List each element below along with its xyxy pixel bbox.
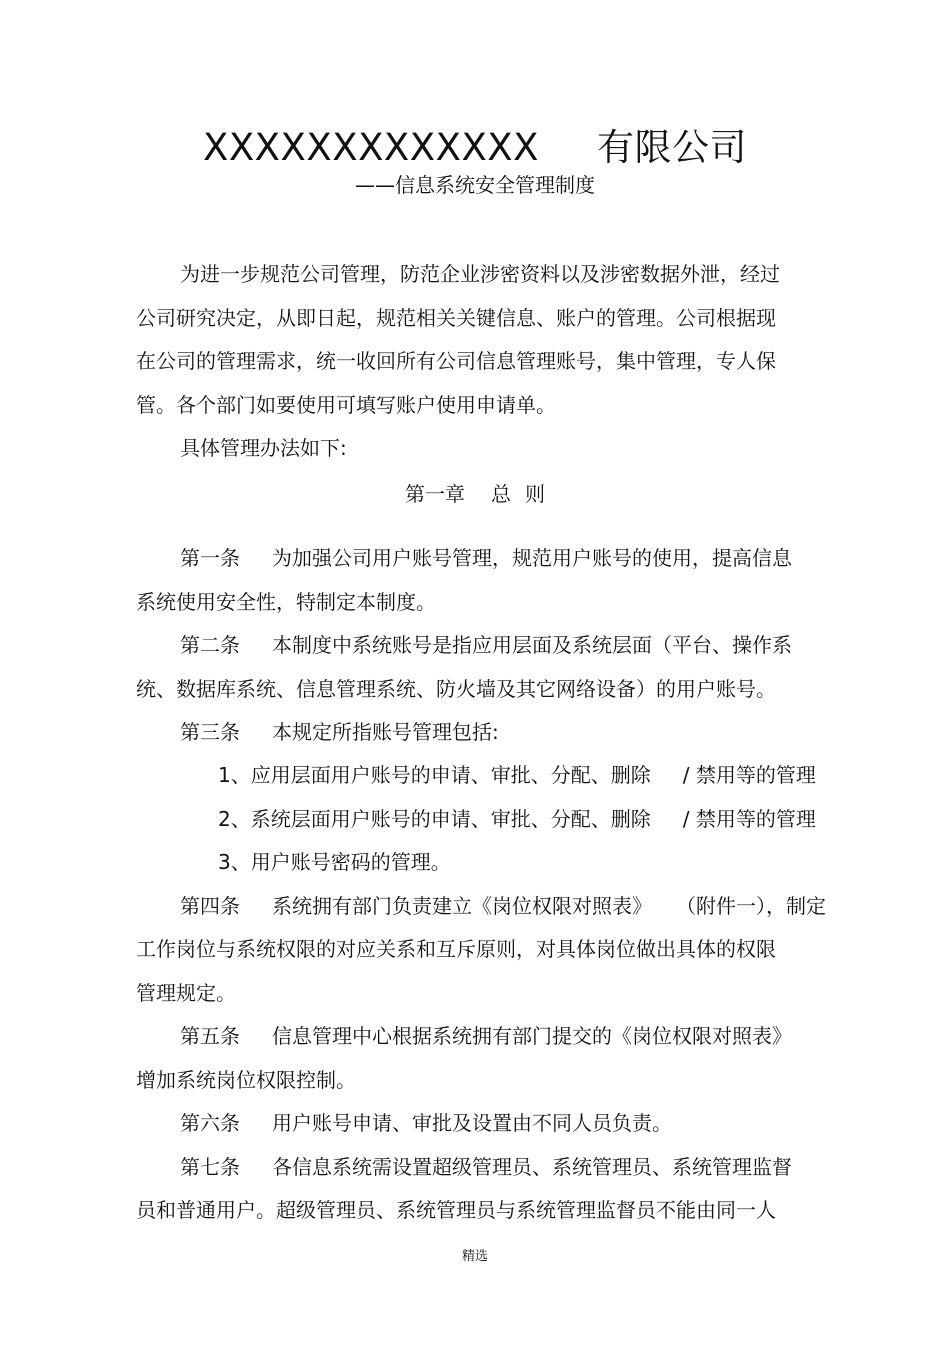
chapter-name-1: 总 [491, 482, 511, 506]
intro-line-1: 为进一步规范公司管理，防范企业涉密资料以及涉密数据外泄，经过 [180, 262, 780, 286]
article-4-line-1 [180, 892, 826, 920]
article-6-line-1 [180, 1109, 672, 1137]
article-2-number: 第二条 [180, 633, 240, 657]
article-3-item-1-text: 1、应用层面用户账号的申请、审批、分配、删除 [218, 763, 651, 787]
article-7-number: 第七条 [180, 1155, 240, 1179]
article-2-line-2: 统、数据库系统、信息管理系统、防火墙及其它网络设备）的用户账号。 [136, 677, 776, 701]
article-7-text: 各信息系统需设置超级管理员、系统管理员、系统管理监督 [272, 1155, 792, 1179]
article-3-item-2 [218, 805, 816, 833]
article-4-attachment: （附件一），制定 [676, 894, 826, 918]
article-5-line-2: 增加系统岗位权限控制。 [136, 1068, 356, 1092]
article-4-line-2: 工作岗位与系统权限的对应关系和互斥原则，对具体岗位做出具体的权限 [136, 937, 776, 961]
method-intro-line: 具体管理办法如下: [180, 436, 347, 460]
company-name-placeholder: XXXXXXXXXXXXX [202, 126, 539, 169]
article-5-line-1 [180, 1022, 792, 1050]
article-7-line-2: 员和普通用户。超级管理员、系统管理员与系统管理监督员不能由同一人 [136, 1198, 776, 1222]
article-3-line-1 [180, 718, 499, 746]
article-1-text: 为加强公司用户账号管理，规范用户账号的使用，提高信息 [272, 546, 792, 570]
article-4-text: 系统拥有部门负责建立《岗位权限对照表》 [272, 894, 652, 918]
article-3-item-1-suffix: / 禁用等的管理 [682, 763, 816, 787]
intro-line-2: 公司研究决定，从即日起，规范相关关键信息、账户的管理。公司根据现 [136, 306, 776, 330]
article-2-line-1 [180, 631, 792, 659]
company-suffix: 有限公司 [597, 126, 747, 169]
chapter-number: 第一章 [405, 482, 465, 506]
article-3-text: 本规定所指账号管理包括: [272, 720, 499, 744]
page-footer: 精选 [461, 1249, 488, 1264]
article-3-number: 第三条 [180, 720, 240, 744]
intro-line-3: 在公司的管理需求，统一收回所有公司信息管理账号，集中管理，专人保 [136, 349, 776, 373]
article-4-number: 第四条 [180, 894, 240, 918]
article-6-text: 用户账号申请、审批及设置由不同人员负责。 [272, 1111, 672, 1135]
article-1-line-2: 系统使用安全性，特制定本制度。 [136, 590, 436, 614]
chapter-name-2: 则 [525, 482, 545, 506]
article-1-number: 第一条 [180, 546, 240, 570]
chapter-heading [0, 480, 950, 508]
page-title [0, 126, 950, 170]
article-3-item-1 [218, 761, 816, 789]
article-4-line-3: 管理规定。 [136, 981, 236, 1005]
article-1-line-1 [180, 544, 792, 572]
article-6-number: 第六条 [180, 1111, 240, 1135]
article-2-text: 本制度中系统账号是指应用层面及系统层面（平台、操作系 [272, 633, 792, 657]
article-5-number: 第五条 [180, 1024, 240, 1048]
article-3-item-2-suffix: / 禁用等的管理 [682, 807, 816, 831]
article-5-text: 信息管理中心根据系统拥有部门提交的《岗位权限对照表》 [272, 1024, 792, 1048]
page-subtitle: ——信息系统安全管理制度 [355, 173, 595, 197]
article-7-line-1 [180, 1153, 792, 1181]
article-3-item-2-text: 2、系统层面用户账号的申请、审批、分配、删除 [218, 807, 651, 831]
article-3-item-3: 3、用户账号密码的管理。 [218, 850, 451, 874]
intro-line-4: 管。各个部门如要使用可填写账户使用申请单。 [136, 393, 556, 417]
